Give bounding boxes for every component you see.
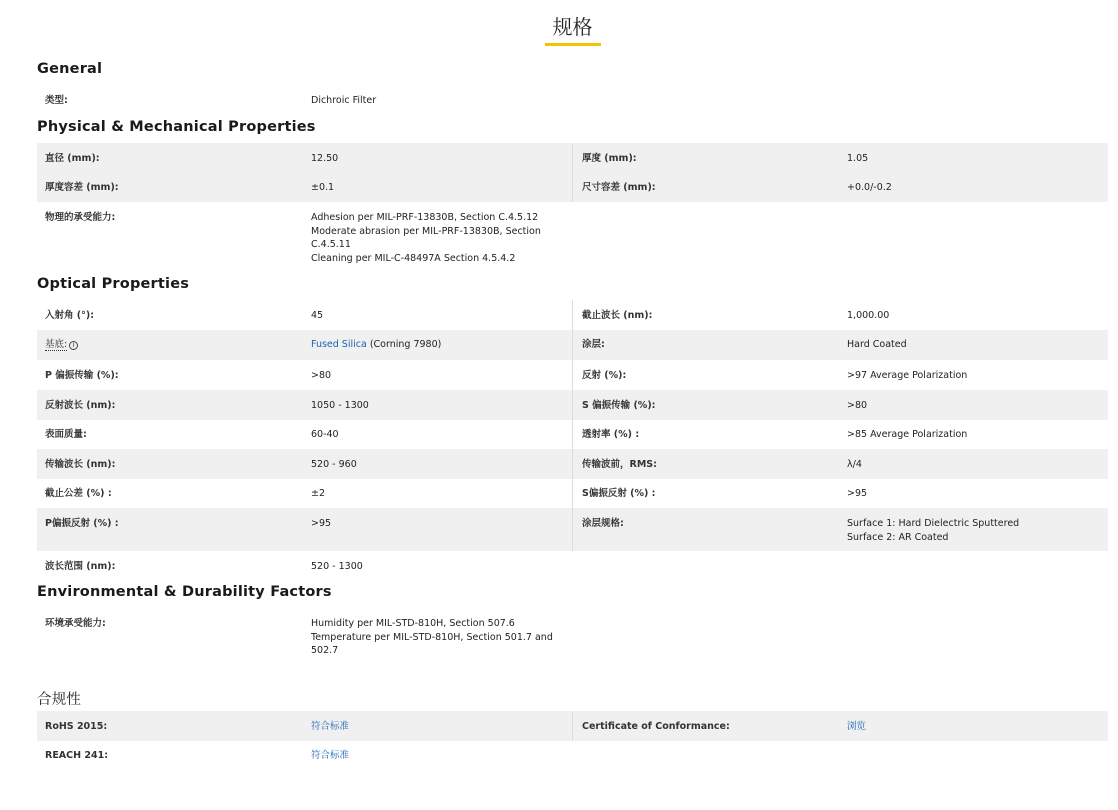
table-row: [37, 390, 1108, 420]
table-row: [37, 202, 1108, 268]
reach-link[interactable]: 符合标准: [311, 750, 350, 761]
coating-value: Hard Coated: [847, 339, 907, 350]
durability-value: [311, 211, 561, 265]
coating-spec-line: Surface 1: Hard Dielectric Sputtered: [847, 518, 1020, 529]
table-row: [37, 330, 1108, 360]
diameter-value: 12.50: [311, 153, 339, 164]
type-value: Dichroic Filter: [311, 95, 377, 106]
column-divider: [572, 449, 573, 479]
aoi-value: 45: [311, 310, 324, 321]
type-label: 类型:: [45, 95, 68, 106]
table-row: [37, 87, 1108, 115]
env-value: [311, 617, 561, 658]
reach-label: REACH 241:: [45, 750, 109, 761]
table-row: [37, 711, 1108, 741]
env-line: Humidity per MIL-STD-810H, Section 507.6: [311, 618, 515, 629]
s-trans-value: >80: [847, 400, 868, 411]
coating-spec-value: [847, 517, 1102, 544]
column-divider: [572, 479, 573, 508]
table-row: [37, 173, 1108, 202]
table-row: [37, 143, 1108, 173]
refl-wl-label: 反射波长 (nm):: [45, 400, 116, 411]
column-divider: [572, 143, 573, 173]
substrate-value: [311, 338, 561, 352]
s-refl-value: >95: [847, 488, 868, 499]
rohs-value: [311, 720, 561, 734]
page-title-wrap: [0, 14, 1118, 46]
coating-label: 涂层:: [582, 339, 605, 350]
column-divider: [572, 420, 573, 449]
column-divider: [572, 173, 573, 202]
info-icon[interactable]: i: [69, 341, 78, 350]
cutoff-tol-label: 截止公差 (%) :: [45, 488, 112, 499]
coating-spec-line: Surface 2: AR Coated: [847, 531, 949, 543]
wavefront-label: 传输波前，RMS:: [582, 459, 657, 470]
dim-tol-value: +0.0/-0.2: [847, 182, 892, 193]
wavefront-value: λ/4: [847, 459, 862, 470]
s-refl-label: S偏振反射 (%) :: [582, 488, 656, 499]
section-title-environmental: Environmental & Durability Factors: [37, 584, 332, 600]
thickness-value: 1.05: [847, 153, 869, 164]
env-line: Temperature per MIL-STD-810H, Section 501.7 and: [311, 631, 553, 643]
cutoff-tol-value: ±2: [311, 488, 326, 499]
table-row: [37, 608, 1108, 664]
dim-tol-label: 尺寸容差 (mm):: [582, 182, 656, 193]
substrate-label-wrap[interactable]: [45, 338, 300, 352]
durability-label: 物理的承受能力:: [45, 212, 116, 223]
reflect-label: 反射 (%):: [582, 370, 627, 381]
table-row: [37, 360, 1108, 390]
coc-value: [847, 720, 1102, 734]
column-divider: [572, 711, 573, 741]
wl-range-value: 520 - 1300: [311, 561, 363, 572]
coc-label: Certificate of Conformance:: [582, 721, 730, 732]
table-row: [37, 449, 1108, 479]
trans-wl-label: 传输波长 (nm):: [45, 459, 116, 470]
table-row: [37, 508, 1108, 551]
table-row: [37, 551, 1108, 581]
wl-range-label: 波长范围 (nm):: [45, 561, 116, 572]
page-title: 规格: [545, 14, 601, 46]
p-trans-value: >80: [311, 370, 332, 381]
fused-silica-link[interactable]: Fused Silica: [311, 339, 367, 350]
p-refl-value: >95: [311, 518, 332, 529]
p-trans-label: P 偏振传输 (%):: [45, 370, 119, 381]
column-divider: [572, 330, 573, 360]
column-divider: [572, 360, 573, 390]
section-title-physical: Physical & Mechanical Properties: [37, 119, 316, 135]
thickness-label: 厚度 (mm):: [582, 153, 637, 164]
coating-spec-label: 涂层规格:: [582, 518, 624, 529]
table-row: [37, 300, 1108, 330]
column-divider: [572, 390, 573, 420]
section-title-general: General: [37, 61, 103, 77]
table-row: [37, 420, 1108, 449]
p-refl-label: P偏振反射 (%) :: [45, 518, 119, 529]
durability-line: Cleaning per MIL-C-48497A Section 4.5.4.2: [311, 252, 516, 264]
trans-wl-value: 520 - 960: [311, 459, 357, 470]
refl-wl-value: 1050 - 1300: [311, 400, 369, 411]
substrate-label[interactable]: 基底:: [45, 339, 68, 350]
transmit-value: >85 Average Polarization: [847, 429, 968, 440]
surface-label: 表面质量:: [45, 429, 87, 440]
rohs-link[interactable]: 符合标准: [311, 721, 350, 732]
durability-line: C.4.5.11: [311, 239, 351, 250]
column-divider: [572, 300, 573, 330]
diameter-label: 直径 (mm):: [45, 153, 100, 164]
surface-value: 60-40: [311, 429, 339, 440]
env-line: 502.7: [311, 645, 339, 656]
cutoff-value: 1,000.00: [847, 310, 890, 321]
reflect-value: >97 Average Polarization: [847, 370, 968, 381]
rohs-label: RoHS 2015:: [45, 721, 108, 732]
table-row: [37, 479, 1108, 508]
section-title-optical: Optical Properties: [37, 276, 190, 292]
column-divider: [572, 508, 573, 551]
reach-value: [311, 749, 561, 763]
durability-line: Adhesion per MIL-PRF-13830B, Section C.4.5.12: [311, 212, 539, 223]
s-trans-label: S 偏振传输 (%):: [582, 400, 656, 411]
section-title-compliance: 合规性: [37, 692, 82, 708]
durability-line: Moderate abrasion per MIL-PRF-13830B, Section: [311, 225, 541, 237]
transmit-label: 透射率 (%) :: [582, 429, 640, 440]
thickness-tol-value: ±0.1: [311, 182, 335, 193]
substrate-rest: (Corning 7980): [366, 339, 442, 350]
table-row: [37, 741, 1108, 771]
thickness-tol-label: 厚度容差 (mm):: [45, 182, 119, 193]
coc-view-link[interactable]: 浏览: [847, 721, 867, 732]
env-label: 环境承受能力:: [45, 618, 106, 629]
aoi-label: 入射角 (°):: [45, 310, 95, 321]
cutoff-label: 截止波长 (nm):: [582, 310, 653, 321]
